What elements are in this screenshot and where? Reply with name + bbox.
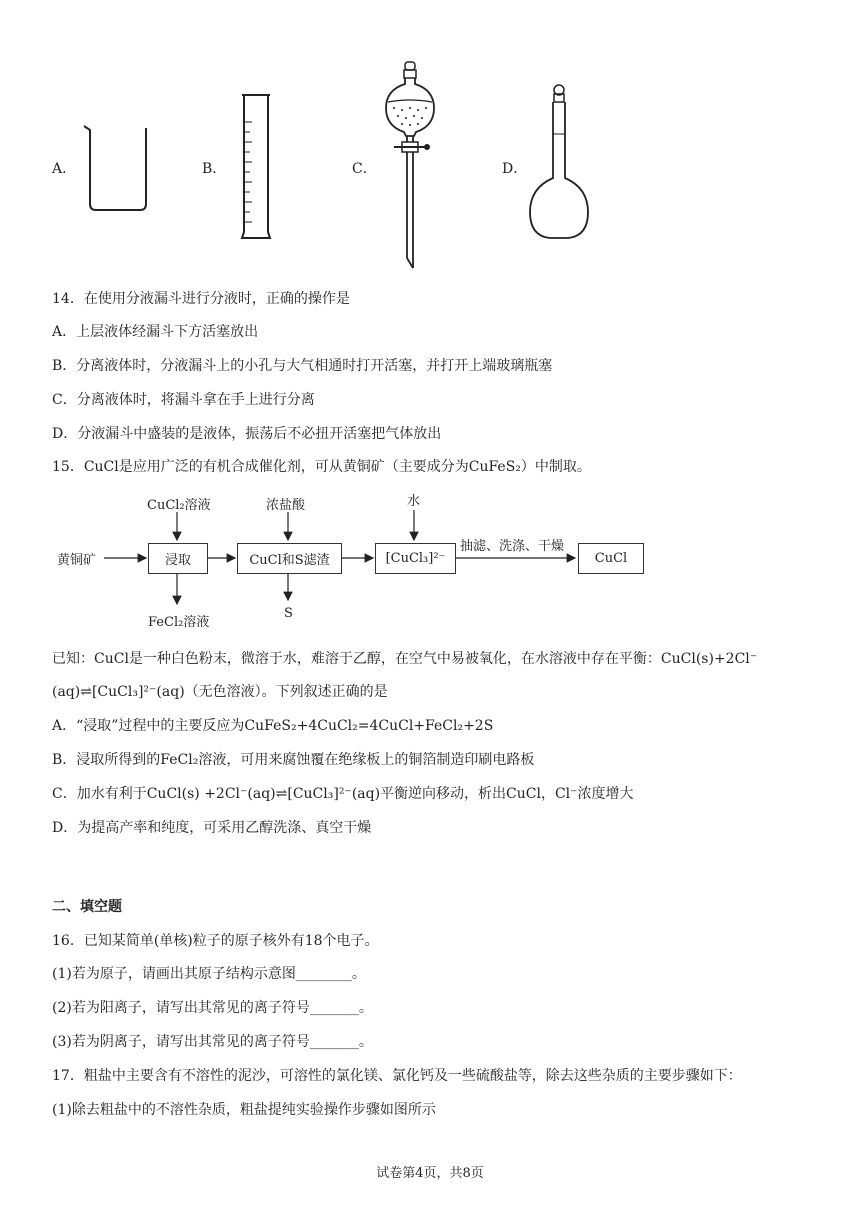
q14-stem: 14．在使用分液漏斗进行分液时，正确的操作是: [52, 291, 350, 307]
q14-option-b: B．分离液体时，分液漏斗上的小孔与大气相通时打开活塞，并打开上端玻璃瓶塞: [52, 358, 553, 374]
section-title: 二、填空题: [52, 899, 122, 915]
flow-input-2: 浓盐酸: [266, 498, 306, 513]
q14-option-a: A．上层液体经漏斗下方活塞放出: [52, 324, 259, 340]
flow-step-label: 抽滤、洗涤、干燥: [460, 539, 565, 554]
flow-box-product: CuCl: [578, 543, 644, 574]
flow-box-leaching: 浸取: [148, 543, 208, 574]
q15-option-d: D．为提高产率和纯度，可采用乙醇洗涤、真空干燥: [52, 820, 372, 836]
flow-box-complex: [CuCl₃]²⁻: [375, 543, 456, 574]
option-c-label: C．: [352, 161, 377, 177]
q17-stem: 17．粗盐中主要含有不溶性的泥沙，可溶性的氯化镁、氯化钙及一些硫酸盐等，除去这些杂质的主要步骤如下：: [52, 1068, 742, 1084]
flow-output-1: FeCl₂溶液: [148, 615, 210, 630]
flow-input-1: CuCl₂溶液: [147, 498, 211, 513]
flow-start-label: 黄铜矿: [57, 553, 97, 568]
q15-option-b: B．浸取所得到的FeCl₂溶液，可用来腐蚀覆在绝缘板上的铜箔制造印刷电路板: [52, 752, 535, 768]
q14-option-d: D．分液漏斗中盛装的是液体，振荡后不必扭开活塞把气体放出: [52, 426, 442, 442]
flow-box-residue: CuCl和S滤渣: [237, 543, 342, 574]
option-d-label: D．: [502, 161, 528, 177]
option-a-label: A．: [52, 161, 77, 177]
q16-stem: 16．已知某简单(单核)粒子的原子核外有18个电子。: [52, 933, 379, 949]
flow-output-2: S: [284, 606, 293, 621]
q15-known-line1: 已知：CuCl是一种白色粉末，微溶于水，难溶于乙醇，在空气中易被氧化，在水溶液中存在平衡：CuCl(s)+2Cl⁻: [52, 651, 758, 667]
q17-part-1: (1)除去粗盐中的不溶性杂质，粗盐提纯实验操作步骤如图所示: [52, 1102, 436, 1118]
q16-part-2: (2)若为阳离子，请写出其常见的离子符号_______。: [52, 1000, 373, 1016]
q16-part-1: (1)若为原子，请画出其原子结构示意图________。: [52, 966, 366, 982]
page-footer: 试卷第4页，共8页: [376, 1166, 484, 1181]
q15-option-c: C．加水有利于CuCl(s) +2Cl⁻(aq)⇌[CuCl₃]²⁻(aq)平衡逆向移动，析出CuCl，Cl⁻浓度增大: [52, 786, 634, 802]
q15-known-line2: (aq)⇌[CuCl₃]²⁻(aq)（无色溶液）。下列叙述正确的是: [52, 684, 388, 700]
q16-part-3: (3)若为阴离子，请写出其常见的离子符号_______。: [52, 1034, 373, 1050]
option-b-label: B．: [202, 161, 227, 177]
q15-stem: 15．CuCl是应用广泛的有机合成催化剂，可从黄铜矿（主要成分为CuFeS₂）中制取。: [52, 459, 591, 475]
q14-option-c: C．分离液体时，将漏斗拿在手上进行分离: [52, 392, 315, 408]
flow-input-3: 水: [407, 494, 421, 509]
q15-option-a: A．“浸取”过程中的主要反应为CuFeS₂+4CuCl₂=4CuCl+FeCl₂+2S: [52, 718, 494, 734]
